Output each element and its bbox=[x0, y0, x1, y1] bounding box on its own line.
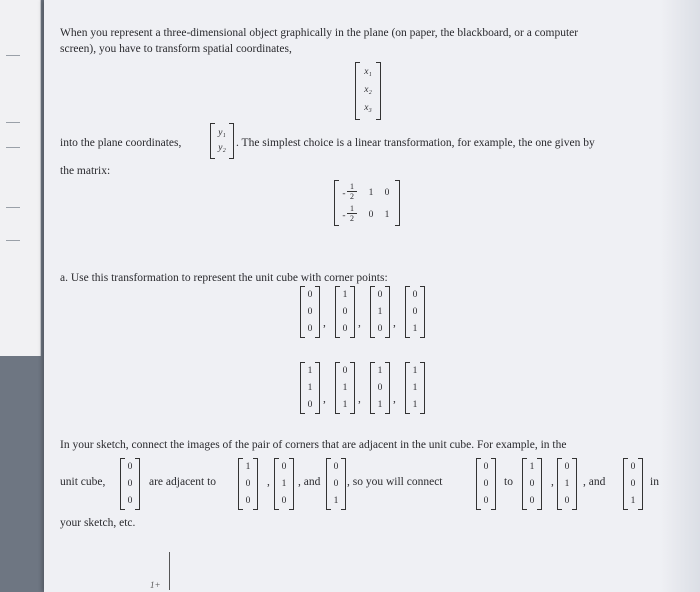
connect-vector-2 bbox=[522, 458, 542, 510]
adjacent-vector-2 bbox=[274, 458, 294, 510]
comma: , bbox=[358, 393, 361, 405]
matrix-sign: - bbox=[342, 189, 346, 199]
corner-point-vector bbox=[335, 286, 355, 338]
vector-entry: 1 bbox=[412, 365, 418, 376]
vector-entry: 1 bbox=[412, 324, 418, 335]
vector-entry: 0 bbox=[342, 324, 348, 335]
vector-entry: 1 bbox=[377, 307, 383, 317]
corner-point-vector bbox=[300, 286, 320, 338]
vector-entry: 0 bbox=[245, 479, 251, 489]
vector-entry: 1 bbox=[564, 479, 570, 489]
matrix-denominator: 2 bbox=[350, 192, 354, 201]
connect-vector-1 bbox=[476, 458, 496, 510]
vector-entry: 0 bbox=[333, 461, 339, 472]
panel-tick bbox=[6, 240, 20, 241]
matrix-label: the matrix: bbox=[60, 165, 111, 177]
plane-coordinates-text: into the plane coordinates, bbox=[60, 137, 182, 149]
vector-entry: 0 bbox=[342, 365, 348, 376]
matrix-entry: 0 bbox=[384, 188, 390, 198]
intro-line-1: When you represent a three-dimensional object graphically in the plane (on paper, the blackboard, or a computer bbox=[60, 27, 579, 39]
vector-entry: 0 bbox=[483, 461, 489, 472]
vector-entry: 1 bbox=[412, 400, 418, 411]
vector-entry: 1 bbox=[377, 365, 383, 376]
panel-tick bbox=[6, 207, 20, 208]
to-text: to bbox=[504, 476, 513, 488]
corner-point-vector bbox=[405, 286, 425, 338]
vector-entry: 0 bbox=[630, 461, 636, 472]
vector-entry: x₂ bbox=[364, 85, 372, 95]
vector-entry: 1 bbox=[342, 289, 348, 300]
vector-entry: x₁ bbox=[364, 67, 372, 77]
vector-entry: 0 bbox=[281, 496, 287, 507]
pencil-note: 1+ bbox=[150, 580, 161, 590]
corner-point-vector bbox=[300, 362, 320, 414]
corner-point-vector bbox=[405, 362, 425, 414]
comma: , bbox=[323, 317, 326, 329]
vector-entry: 1 bbox=[377, 400, 383, 411]
vector-entry: 0 bbox=[127, 479, 133, 489]
vector-entry: 1 bbox=[333, 496, 339, 507]
vector-entry: 1 bbox=[630, 496, 636, 507]
matrix-numerator: 1 bbox=[347, 182, 357, 192]
sketch-instruction-line-1: In your sketch, connect the images of the pair of corners that are adjacent in the unit cube. For example, in the bbox=[60, 439, 567, 451]
adjacent-vector-3 bbox=[326, 458, 346, 510]
vector-entry: 0 bbox=[412, 289, 418, 300]
matrix-entry: 1 bbox=[368, 188, 374, 198]
intro-line-2: screen), you have to transform spatial coordinates, bbox=[60, 43, 292, 55]
vector-entry: 0 bbox=[127, 496, 133, 507]
and-text: , and bbox=[298, 476, 321, 488]
vector-entry: 0 bbox=[245, 496, 251, 507]
corner-point-vector bbox=[370, 362, 390, 414]
vector-entry: 0 bbox=[377, 289, 383, 300]
spatial-coordinate-vector bbox=[355, 62, 381, 120]
left-panel bbox=[0, 0, 41, 356]
vector-entry: 0 bbox=[630, 479, 636, 489]
panel-tick bbox=[6, 147, 20, 148]
matrix-numerator: 1 bbox=[347, 204, 357, 214]
linear-transformation-text: . The simplest choice is a linear transformation, for example, the one given by bbox=[236, 137, 595, 149]
vector-entry: 0 bbox=[307, 400, 313, 411]
vector-entry: 1 bbox=[529, 461, 535, 472]
vector-entry: x₃ bbox=[364, 103, 372, 113]
comma: , bbox=[323, 393, 326, 405]
vector-entry: 0 bbox=[377, 324, 383, 335]
and-text: , and bbox=[583, 476, 606, 488]
vector-entry: 1 bbox=[342, 383, 348, 393]
unit-cube-text: unit cube, bbox=[60, 476, 106, 488]
matrix-entry: 0 bbox=[368, 210, 374, 220]
pencil-mark-vertical bbox=[169, 552, 170, 590]
connect-vector-3 bbox=[557, 458, 577, 510]
vector-entry: 1 bbox=[307, 365, 313, 376]
so-connect-text: , so you will connect bbox=[347, 476, 443, 488]
vector-entry: 0 bbox=[412, 307, 418, 317]
comma: , bbox=[267, 476, 270, 488]
sketch-etc-text: your sketch, etc. bbox=[60, 517, 136, 529]
comma: , bbox=[393, 317, 396, 329]
vector-entry: 0 bbox=[377, 383, 383, 393]
comma: , bbox=[393, 393, 396, 405]
adjacent-to-text: are adjacent to bbox=[149, 476, 217, 488]
vector-entry: 0 bbox=[307, 324, 313, 335]
vector-entry: 0 bbox=[307, 289, 313, 300]
vector-entry: 0 bbox=[483, 496, 489, 507]
vector-entry: 0 bbox=[307, 307, 313, 317]
page-edge-shadow bbox=[660, 0, 700, 592]
vector-entry: y₁ bbox=[218, 128, 226, 138]
adjacent-vector-1 bbox=[238, 458, 258, 510]
matrix-denominator: 2 bbox=[350, 214, 354, 223]
vector-entry: 1 bbox=[245, 461, 251, 472]
connect-vector-4 bbox=[623, 458, 643, 510]
vector-entry: y₂ bbox=[218, 143, 226, 153]
vector-entry: 0 bbox=[281, 461, 287, 472]
matrix-sign: - bbox=[342, 211, 346, 221]
panel-tick bbox=[6, 55, 20, 56]
origin-vector bbox=[120, 458, 140, 510]
vector-entry: 0 bbox=[564, 496, 570, 507]
plane-coordinate-vector bbox=[210, 123, 234, 159]
comma: , bbox=[551, 476, 554, 488]
vector-entry: 0 bbox=[342, 307, 348, 317]
comma: , bbox=[358, 317, 361, 329]
vector-entry: 0 bbox=[529, 496, 535, 507]
vector-entry: 0 bbox=[127, 461, 133, 472]
vector-entry: 1 bbox=[281, 479, 287, 489]
panel-tick bbox=[6, 122, 20, 123]
vector-entry: 0 bbox=[333, 479, 339, 489]
matrix-entry: 1 bbox=[384, 210, 390, 220]
vector-entry: 1 bbox=[342, 400, 348, 411]
vector-entry: 0 bbox=[564, 461, 570, 472]
in-text: in bbox=[650, 476, 659, 488]
part-a-instruction: a. Use this transformation to represent the unit cube with corner points: bbox=[60, 272, 388, 284]
vector-entry: 1 bbox=[307, 383, 313, 393]
transformation-matrix bbox=[334, 180, 400, 226]
vector-entry: 1 bbox=[412, 383, 418, 393]
vector-entry: 0 bbox=[483, 479, 489, 489]
document-page bbox=[44, 0, 700, 592]
corner-point-vector bbox=[335, 362, 355, 414]
corner-point-vector bbox=[370, 286, 390, 338]
vector-entry: 0 bbox=[529, 479, 535, 489]
